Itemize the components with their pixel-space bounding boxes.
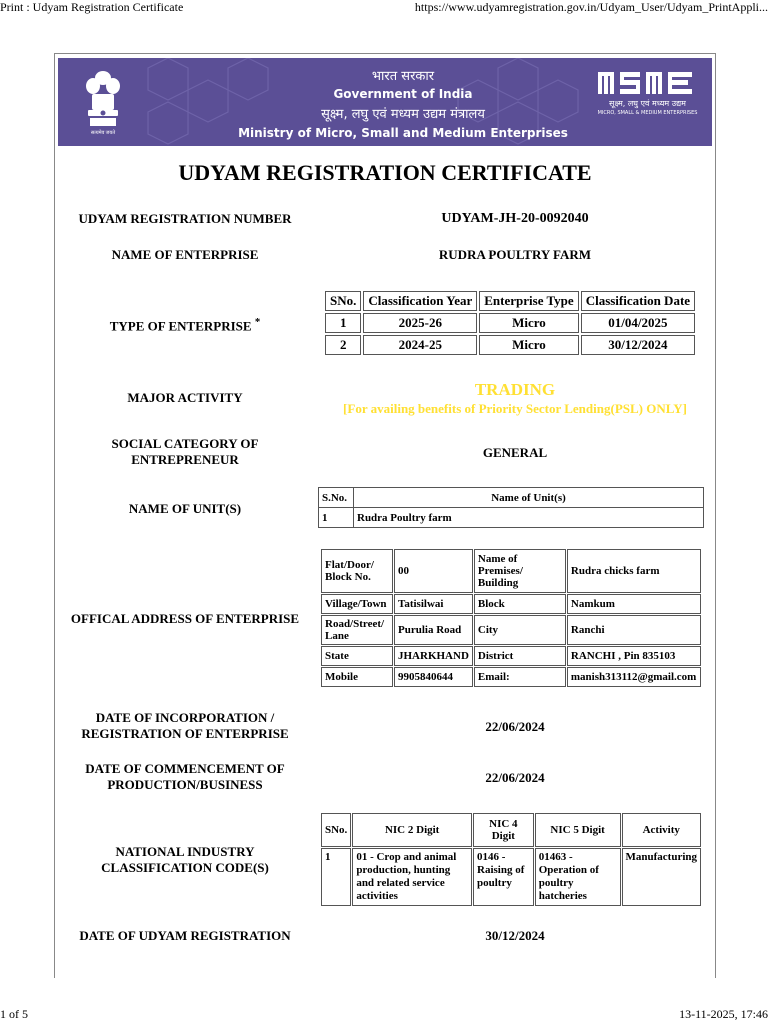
social-category-label-line1: SOCIAL CATEGORY OF bbox=[111, 436, 259, 451]
table-row bbox=[321, 549, 701, 593]
major-activity-label: MAJOR ACTIVITY bbox=[127, 390, 243, 405]
cell-type: Micro bbox=[479, 313, 578, 333]
nic-codes-table bbox=[320, 812, 702, 907]
cell-nic2: 01 - Crop and animal production, hunting and related service activities bbox=[352, 848, 472, 906]
cell-unit-name: Rudra Poultry farm bbox=[354, 508, 704, 528]
cell-year: 2025-26 bbox=[363, 313, 477, 333]
cell-value: Purulia Road bbox=[394, 615, 473, 645]
cell-value: 9905840644 bbox=[394, 667, 473, 687]
msme-logo bbox=[596, 68, 696, 98]
enterprise-name-label: NAME OF ENTERPRISE bbox=[111, 247, 259, 262]
registration-number: UDYAM-JH-20-0092040 bbox=[441, 211, 589, 226]
header-activity: Activity bbox=[622, 813, 702, 847]
incorporation-date-label-line1: DATE OF INCORPORATION / bbox=[95, 710, 275, 725]
banner-government: Government of India bbox=[333, 87, 473, 101]
cell-key: Email: bbox=[474, 667, 566, 687]
cell-key: Block bbox=[474, 594, 566, 614]
header-unit-name: Name of Unit(s) bbox=[354, 488, 704, 508]
nic-codes-label bbox=[55, 844, 315, 876]
nic-codes-label-line1: NATIONAL INDUSTRY bbox=[115, 844, 255, 859]
cell-activity: Manufacturing bbox=[622, 848, 702, 906]
header-nic5: NIC 5 Digit bbox=[535, 813, 621, 847]
certificate bbox=[54, 53, 716, 978]
table-row bbox=[319, 508, 704, 528]
cell-date: 01/04/2025 bbox=[581, 313, 695, 333]
social-category-label bbox=[55, 436, 315, 468]
header-sno: SNo. bbox=[321, 813, 351, 847]
table-row bbox=[325, 313, 695, 333]
email-link[interactable]: manish313112@gmail.com bbox=[567, 667, 701, 687]
commencement-date-label bbox=[55, 761, 315, 793]
psl-note: [For availing benefits of Priority Sector Lending(PSL) ONLY] bbox=[343, 401, 687, 416]
emblem-motto: सत्यमेव जयते bbox=[90, 131, 116, 136]
msme-english-text: MICRO, SMALL & MEDIUM ENTERPRISES bbox=[597, 110, 698, 116]
cell-key: Flat/Door/ Block No. bbox=[321, 549, 393, 593]
enterprise-type-table bbox=[323, 289, 697, 357]
cell-value: Namkum bbox=[567, 594, 701, 614]
cell-key: Mobile bbox=[321, 667, 393, 687]
print-timestamp: 13-11-2025, 17:46 bbox=[679, 1007, 768, 1021]
udyam-registration-date: 30/12/2024 bbox=[485, 928, 545, 943]
commencement-date-label-line1: DATE OF COMMENCEMENT OF bbox=[85, 761, 285, 776]
cell-sno: 1 bbox=[321, 848, 351, 906]
banner-ministry: Ministry of Micro, Small and Medium Enterprises bbox=[238, 126, 568, 140]
cell-key: Road/Street/ Lane bbox=[321, 615, 393, 645]
print-url[interactable]: https://www.udyamregistration.gov.in/Udyam_User/Udyam_PrintAppli... bbox=[414, 0, 768, 14]
cell-value: Ranchi bbox=[567, 615, 701, 645]
incorporation-date-label-line2: REGISTRATION OF ENTERPRISE bbox=[81, 726, 289, 741]
table-row bbox=[321, 848, 701, 906]
commencement-date-label-line2: PRODUCTION/BUSINESS bbox=[107, 777, 263, 792]
enterprise-type-label bbox=[55, 314, 315, 334]
header-enterprise-type: Enterprise Type bbox=[479, 291, 578, 311]
table-row bbox=[321, 615, 701, 645]
national-emblem-icon bbox=[80, 68, 126, 136]
table-row bbox=[321, 646, 701, 666]
cell-key: Village/Town bbox=[321, 594, 393, 614]
cell-date: 30/12/2024 bbox=[581, 335, 695, 355]
social-category-label-line2: ENTREPRENEUR bbox=[131, 452, 239, 467]
table-header-row bbox=[321, 813, 701, 847]
certificate-title: UDYAM REGISTRATION CERTIFICATE bbox=[178, 160, 592, 185]
unit-names-label: NAME OF UNIT(S) bbox=[128, 501, 242, 516]
cell-nic4: 0146 - Raising of poultry bbox=[473, 848, 534, 906]
registration-number-label: UDYAM REGISTRATION NUMBER bbox=[78, 211, 292, 226]
cell-sno: 1 bbox=[325, 313, 361, 333]
header-sno: S.No. bbox=[319, 488, 354, 508]
unit-names-table bbox=[318, 487, 704, 528]
cell-sno: 2 bbox=[325, 335, 361, 355]
incorporation-date: 22/06/2024 bbox=[485, 719, 545, 734]
government-banner bbox=[58, 58, 712, 146]
print-title: Print : Udyam Registration Certificate bbox=[0, 0, 184, 14]
cell-value: Rudra chicks farm bbox=[567, 549, 701, 593]
banner-hindi-government: भारत सरकार bbox=[371, 69, 435, 84]
table-header-row bbox=[319, 488, 704, 508]
page-number: 1 of 5 bbox=[0, 1007, 28, 1021]
cell-type: Micro bbox=[479, 335, 578, 355]
official-address-label: OFFICAL ADDRESS OF ENTERPRISE bbox=[70, 611, 300, 626]
official-address-table bbox=[320, 548, 702, 688]
print-header bbox=[0, 0, 768, 16]
social-category: GENERAL bbox=[482, 445, 548, 460]
header-sno: SNo. bbox=[325, 291, 361, 311]
cell-sno: 1 bbox=[319, 508, 354, 528]
banner-hindi-ministry: सूक्ष्म, लघु एवं मध्यम उद्यम मंत्रालय bbox=[321, 107, 485, 122]
table-row bbox=[325, 335, 695, 355]
header-classification-date: Classification Date bbox=[581, 291, 695, 311]
cell-key: District bbox=[474, 646, 566, 666]
cell-key: State bbox=[321, 646, 393, 666]
major-activity: TRADING bbox=[474, 380, 556, 399]
commencement-date: 22/06/2024 bbox=[485, 770, 545, 785]
header-nic4: NIC 4 Digit bbox=[473, 813, 534, 847]
enterprise-type-label-text: TYPE OF ENTERPRISE bbox=[109, 318, 252, 334]
asterisk: * bbox=[254, 316, 261, 328]
print-footer bbox=[0, 1008, 768, 1024]
udyam-registration-date-label: DATE OF UDYAM REGISTRATION bbox=[79, 928, 291, 943]
cell-nic5: 01463 - Operation of poultry hatcheries bbox=[535, 848, 621, 906]
cell-key: City bbox=[474, 615, 566, 645]
cell-value: RANCHI , Pin 835103 bbox=[567, 646, 701, 666]
cell-year: 2024-25 bbox=[363, 335, 477, 355]
msme-hindi-text: सूक्ष्म, लघु एवं मध्यम उद्यम bbox=[609, 99, 686, 108]
enterprise-name: RUDRA POULTRY FARM bbox=[438, 247, 592, 262]
cell-key: Name of Premises/ Building bbox=[474, 549, 566, 593]
table-row bbox=[321, 667, 701, 687]
cell-value: Tatisilwai bbox=[394, 594, 473, 614]
incorporation-date-label bbox=[55, 710, 315, 742]
header-classification-year: Classification Year bbox=[363, 291, 477, 311]
cell-value: 00 bbox=[394, 549, 473, 593]
table-row bbox=[321, 594, 701, 614]
header-nic2: NIC 2 Digit bbox=[352, 813, 472, 847]
cell-value: JHARKHAND bbox=[394, 646, 473, 666]
nic-codes-label-line2: CLASSIFICATION CODE(S) bbox=[101, 860, 269, 875]
table-header-row bbox=[325, 291, 695, 311]
